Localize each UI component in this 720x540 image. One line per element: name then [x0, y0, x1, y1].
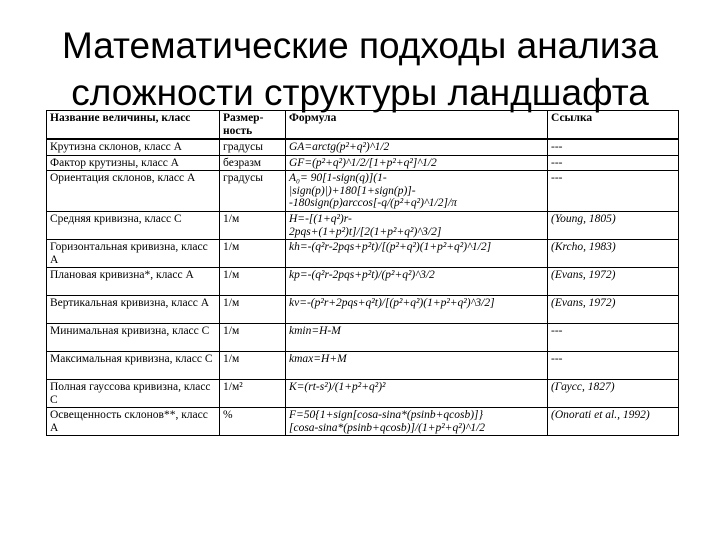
header-ref: Ссылка [548, 111, 679, 140]
cell-unit: 1/м [220, 324, 286, 352]
cell-ref: --- [548, 155, 679, 171]
cell-name: Минимальная кривизна, класс С [47, 324, 220, 352]
cell-formula: A₀= 90[1-sign(q)](1- |sign(p)|)+180[1+sign(p)]- -180sign(p)arccos[-q/(p²+q²)^1/2]/π [286, 171, 548, 212]
cell-formula: H=-[(1+q²)r- 2pqs+(1+p²)t]/[2(1+p²+q²)^3/2] [286, 212, 548, 240]
formula-table [46, 110, 679, 436]
cell-name: Крутизна склонов, класс А [47, 139, 220, 155]
header-formula: Формула [286, 111, 548, 140]
cell-ref: --- [548, 352, 679, 380]
table-row [47, 408, 679, 436]
title-line-1: Математические подходы анализа [61, 25, 659, 66]
cell-ref: (Onorati et al., 1992) [548, 408, 679, 436]
cell-unit: 1/м [220, 268, 286, 296]
cell-unit: градусы [220, 139, 286, 155]
table-row [47, 380, 679, 408]
cell-formula: K=(rt-s²)/(1+p²+q²)² [286, 380, 548, 408]
cell-name: Освещенность склонов**, класс А [47, 408, 220, 436]
cell-unit: градусы [220, 171, 286, 212]
table-row [47, 324, 679, 352]
table-row [47, 240, 679, 268]
table-row [47, 155, 679, 171]
cell-formula: GF=(p²+q²)^1/2/[1+p²+q²]^1/2 [286, 155, 548, 171]
header-unit: Размер-ность [220, 111, 286, 140]
cell-ref: (Young, 1805) [548, 212, 679, 240]
cell-formula: kmax=H+M [286, 352, 548, 380]
cell-unit: 1/м [220, 240, 286, 268]
table-row [47, 268, 679, 296]
cell-name: Ориентация склонов, класс А [47, 171, 220, 212]
cell-unit: 1/м [220, 212, 286, 240]
cell-unit: 1/м [220, 352, 286, 380]
table-row [47, 352, 679, 380]
cell-name: Горизонтальная кривизна, класс А [47, 240, 220, 268]
cell-ref: --- [548, 139, 679, 155]
cell-name: Максимальная кривизна, класс С [47, 352, 220, 380]
table-row [47, 296, 679, 324]
cell-unit: 1/м² [220, 380, 286, 408]
title-line-2: сложности структуры ландшафта [71, 72, 649, 113]
cell-formula: kh=-(q²r-2pqs+p²t)/[(p²+q²)(1+p²+q²)^1/2] [286, 240, 548, 268]
cell-ref: --- [548, 324, 679, 352]
cell-ref: (Гаусс, 1827) [548, 380, 679, 408]
cell-unit: 1/м [220, 296, 286, 324]
cell-ref: --- [548, 171, 679, 212]
cell-formula: kv=-(p²r+2pqs+q²t)/[(p²+q²)(1+p²+q²)^3/2] [286, 296, 548, 324]
cell-formula: F=50{1+sign[cosa-sina*(psinb+qcosb)]} [cosa-sina*(psinb+qcosb)]/(1+p²+q²)^1/2 [286, 408, 548, 436]
cell-ref: (Evans, 1972) [548, 296, 679, 324]
cell-name: Фактор крутизны, класс А [47, 155, 220, 171]
table-row [47, 171, 679, 212]
table-row [47, 139, 679, 155]
cell-formula: kp=-(q²r-2pqs+p²t)/(p²+q²)^3/2 [286, 268, 548, 296]
cell-name: Плановая кривизна*, класс А [47, 268, 220, 296]
cell-name: Вертикальная кривизна, класс А [47, 296, 220, 324]
cell-unit: безразм [220, 155, 286, 171]
cell-name: Средняя кривизна, класс С [47, 212, 220, 240]
cell-unit: % [220, 408, 286, 436]
table-header-row [47, 111, 679, 140]
cell-formula: GA=arctg(p²+q²)^1/2 [286, 139, 548, 155]
slide-title [0, 22, 720, 116]
cell-name: Полная гауссова кривизна, класс С [47, 380, 220, 408]
table-row [47, 212, 679, 240]
cell-ref: (Krcho, 1983) [548, 240, 679, 268]
cell-formula: kmin=H-M [286, 324, 548, 352]
cell-ref: (Evans, 1972) [548, 268, 679, 296]
header-name: Название величины, класс [47, 111, 220, 140]
